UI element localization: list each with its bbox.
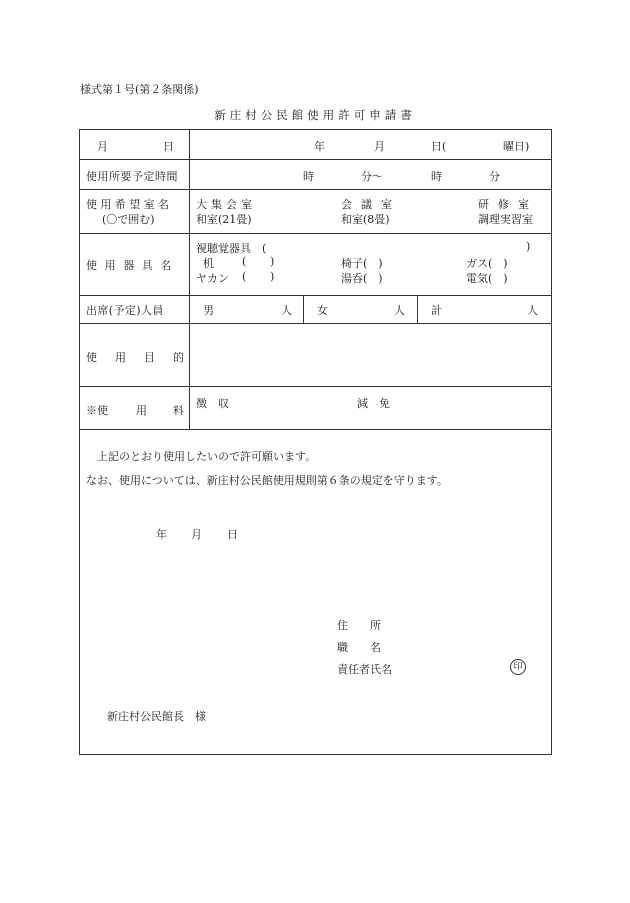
- time-start-hour[interactable]: 時: [303, 170, 314, 183]
- date-year[interactable]: 年: [314, 140, 325, 153]
- attendees-total: 計: [431, 304, 442, 317]
- equipment-av[interactable]: 視聴覚器具 (: [196, 242, 267, 255]
- time-end-minute[interactable]: 分: [489, 170, 500, 183]
- attendees-female: 女: [317, 304, 328, 317]
- column-divider: [417, 295, 418, 323]
- applicant-address[interactable]: 住 所: [337, 619, 381, 632]
- equipment-gas[interactable]: ガス( ): [466, 257, 508, 270]
- equipment-desk[interactable]: 机: [203, 257, 214, 270]
- row-divider: [79, 159, 552, 160]
- room-option[interactable]: 大集会室: [196, 198, 256, 211]
- attendees-male: 男: [203, 304, 214, 317]
- equipment-av-close: ): [526, 240, 531, 253]
- equipment-label: 使用器具名: [86, 259, 179, 272]
- room-option[interactable]: 和室(8畳): [341, 213, 390, 226]
- room-option[interactable]: 研修室: [478, 198, 538, 211]
- row-divider: [79, 295, 552, 296]
- fee-label-end: 料: [173, 404, 184, 417]
- time-start-minute[interactable]: 分〜: [361, 170, 383, 183]
- fee-label-mid: 用: [136, 404, 147, 417]
- request-date-day[interactable]: 日: [227, 528, 238, 541]
- attendees-female-unit[interactable]: 人: [394, 304, 405, 317]
- equipment-desk-open: (: [242, 255, 247, 268]
- time-end-hour[interactable]: 時: [431, 170, 442, 183]
- request-date-month[interactable]: 月: [191, 528, 202, 541]
- form-number: 様式第１号(第２条関係): [80, 83, 199, 96]
- seal-stamp: 印: [510, 659, 526, 675]
- request-line-1: 上記のとおり使用したいので許可願います。: [97, 450, 317, 463]
- time-label: 使用所要予定時間: [86, 170, 178, 183]
- equipment-teapot[interactable]: 湯呑( ): [341, 272, 383, 285]
- applicant-position[interactable]: 職 名: [337, 641, 381, 654]
- date-label-month: 月: [97, 140, 108, 153]
- equipment-electricity[interactable]: 電気( ): [466, 272, 508, 285]
- fee-label-mark: ※使: [86, 404, 108, 417]
- equipment-desk-close: ): [270, 255, 275, 268]
- date-day[interactable]: 日(: [431, 140, 447, 153]
- row-divider: [79, 233, 552, 234]
- attendees-male-unit[interactable]: 人: [281, 304, 292, 317]
- row-divider: [79, 386, 552, 387]
- room-option[interactable]: 調理実習室: [478, 213, 533, 226]
- room-option[interactable]: 和室(21畳): [196, 213, 252, 226]
- equipment-kettle-close: ): [270, 270, 275, 283]
- fee-exempt[interactable]: 減 免: [357, 397, 390, 410]
- date-weekday[interactable]: 曜日): [503, 140, 530, 153]
- purpose-label: 使用目的: [86, 351, 202, 364]
- attendees-label: 出席(予定)人員: [86, 304, 164, 317]
- column-divider: [303, 295, 304, 323]
- purpose-field[interactable]: [190, 324, 551, 386]
- equipment-kettle[interactable]: ヤカン: [196, 272, 229, 285]
- room-sublabel: (〇で囲む): [102, 213, 155, 226]
- request-line-2: なお、使用については、新庄村公民館使用規則第６条の規定を守ります。: [86, 474, 448, 487]
- attendees-total-unit[interactable]: 人: [527, 304, 538, 317]
- page-title: 新庄村公民館使用許可申請書: [214, 108, 416, 122]
- applicant-name[interactable]: 責任者氏名: [337, 663, 392, 676]
- row-divider: [79, 189, 552, 190]
- date-month[interactable]: 月: [374, 140, 385, 153]
- equipment-kettle-open: (: [242, 270, 247, 283]
- request-date-year[interactable]: 年: [156, 528, 167, 541]
- room-option[interactable]: 会議室: [341, 198, 401, 211]
- equipment-chair[interactable]: 椅子( ): [341, 257, 383, 270]
- addressee: 新庄村公民館長 様: [107, 710, 206, 723]
- room-label: 使用希望室名: [86, 198, 173, 211]
- date-label-day: 日: [163, 140, 174, 153]
- row-divider: [79, 429, 552, 430]
- fee-collect[interactable]: 徴 収: [196, 397, 229, 410]
